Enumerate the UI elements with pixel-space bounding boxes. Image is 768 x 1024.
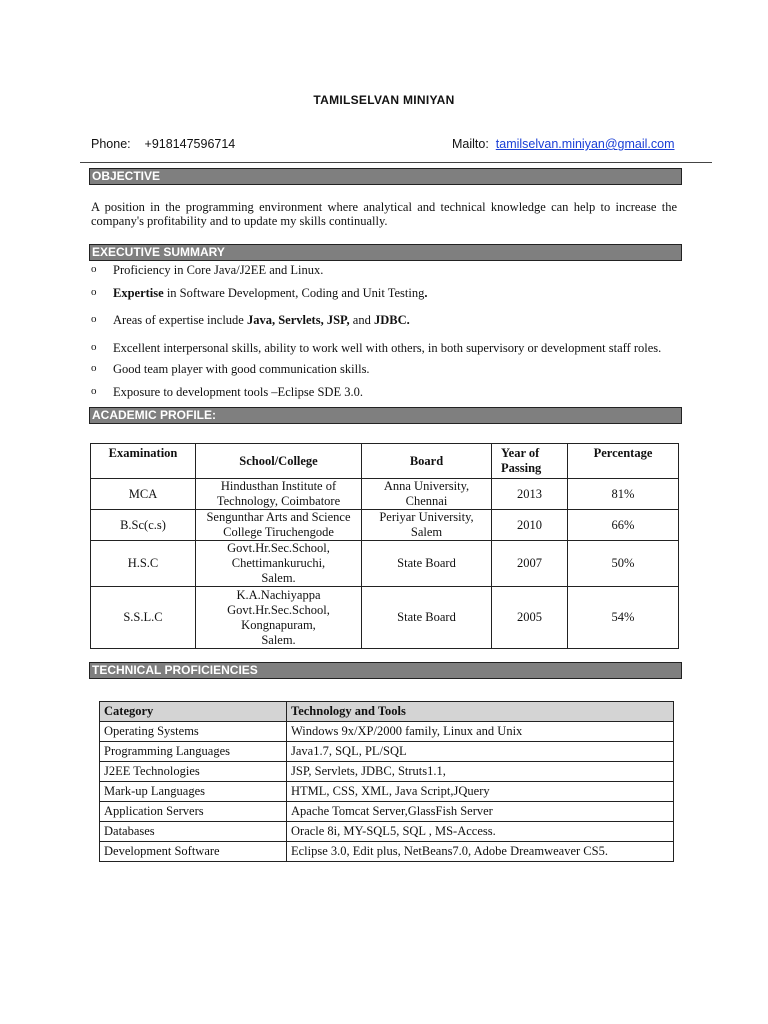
- header-divider: [80, 162, 712, 163]
- col-percentage: Percentage: [568, 444, 679, 479]
- bullet-mark: o: [91, 263, 97, 275]
- email-link[interactable]: tamilselvan.miniyan@gmail.com: [495, 137, 675, 151]
- table-row: Application Servers Apache Tomcat Server,GlassFish Server: [100, 802, 674, 822]
- technical-table: [99, 701, 674, 862]
- table-row: Mark-up Languages HTML, CSS, XML, Java Script,JQuery: [100, 782, 674, 802]
- table-row: Development Software Eclipse 3.0, Edit plus, NetBeans7.0, Adobe Dreamweaver CS5.: [100, 842, 674, 862]
- table-row: B.Sc(c.s) Sengunthar Arts and Science College Tiruchengode Periyar University, Salem 2010 66%: [91, 510, 679, 541]
- col-technology: Technology and Tools: [287, 702, 674, 722]
- bullet-mark: o: [91, 313, 97, 325]
- email-line: [452, 137, 675, 151]
- col-board: Board: [362, 444, 492, 479]
- col-school: School/College: [196, 444, 362, 479]
- bullet-mark: o: [91, 385, 97, 397]
- bullet-mark: o: [91, 341, 97, 353]
- table-header-row: [100, 702, 674, 722]
- table-row: MCA Hindusthan Institute of Technology, Coimbatore Anna University, Chennai 2013 81%: [91, 479, 679, 510]
- bullet-mark: o: [91, 362, 97, 374]
- table-row: Operating Systems Windows 9x/XP/2000 family, Linux and Unix: [100, 722, 674, 742]
- phone-line: [91, 137, 235, 151]
- academic-table: [90, 443, 679, 649]
- phone-label: Phone:: [91, 137, 131, 151]
- table-row: Programming Languages Java1.7, SQL, PL/SQL: [100, 742, 674, 762]
- table-row: S.S.L.C K.A.Nachiyappa Govt.Hr.Sec.School, Kongnapuram, Salem. State Board 2005 54%: [91, 587, 679, 649]
- bullet-mark: o: [91, 286, 97, 298]
- phone-number: +918147596714: [144, 137, 236, 151]
- objective-heading: OBJECTIVE: [89, 168, 682, 185]
- table-row: Databases Oracle 8i, MY-SQL5, SQL , MS-Access.: [100, 822, 674, 842]
- objective-text: A position in the programming environment where analytical and technical knowledge can help to increase the company's profitability and to update my skills continually.: [91, 200, 677, 228]
- mail-label: Mailto:: [452, 137, 489, 151]
- technical-proficiencies-heading: TECHNICAL PROFICIENCIES: [89, 662, 682, 679]
- academic-profile-heading: ACADEMIC PROFILE:: [89, 407, 682, 424]
- col-category: Category: [100, 702, 287, 722]
- col-examination: Examination: [91, 444, 196, 479]
- table-header-row: [91, 444, 679, 479]
- col-year: Year of Passing: [492, 444, 568, 479]
- table-row: J2EE Technologies JSP, Servlets, JDBC, Struts1.1,: [100, 762, 674, 782]
- executive-summary-heading: EXECUTIVE SUMMARY: [89, 244, 682, 261]
- candidate-name: TAMILSELVAN MINIYAN: [313, 93, 455, 107]
- table-row: H.S.C Govt.Hr.Sec.School, Chettimankuruchi, Salem. State Board 2007 50%: [91, 541, 679, 587]
